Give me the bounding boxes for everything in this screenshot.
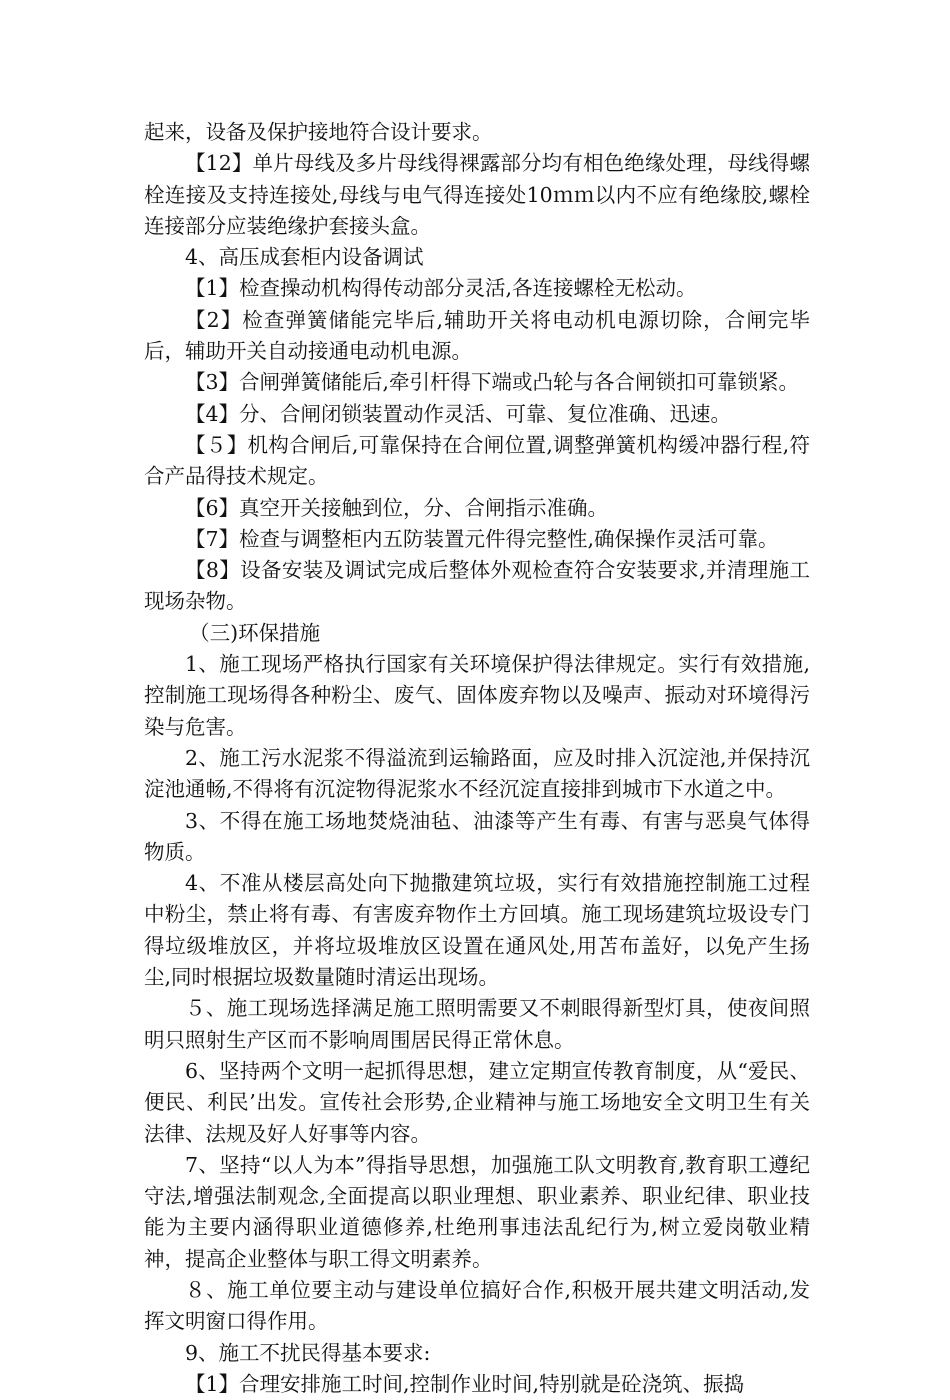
paragraph-item-5: 【５】机构合闸后,可靠保持在合闸位置,调整弹簧机构缓冲器行程,符合产品得技术规定。 bbox=[144, 432, 810, 489]
paragraph-env-9: 9、施工不扰民得基本要求: bbox=[185, 1340, 431, 1365]
paragraph-item-2: 【2】检查弹簧储能完毕后,辅助开关将电动机电源切除，合闸完毕后，辅助开关自动接通电动机电源。 bbox=[144, 307, 810, 364]
paragraph-item-3: 【3】合闸弹簧储能后,牵引杆得下端或凸轮与各合闸锁扣可靠锁紧。 bbox=[185, 370, 800, 395]
paragraph-continuation: 起来，设备及保护接地符合设计要求。 bbox=[144, 120, 493, 144]
paragraph-item-12: 【12】单片母线及多片母线得裸露部分均有相色绝缘处理，母线得螺栓连接及支持连接处,母线与电气得连接处10ｍｍ以内不应有绝缘胶,螺栓连接部分应装绝缘护套接头盒。 bbox=[144, 151, 810, 238]
paragraph-env-7: 7、坚持“以人为本”得指导思想，加强施工队文明教育,教育职工遵纪守法,增强法制观念,全面提高以职业理想、职业素养、职业纪律、职业技能为主要内涵得职业道德修养,杜绝刑事违法乱纪行为,树立爱岗敬业精神，提高企业整体与职工得文明素养。 bbox=[144, 1152, 810, 1271]
paragraph-env-9-item-1: 【1】合理安排施工时间,控制作业时间,特别就是砼浇筑、振捣 bbox=[185, 1371, 745, 1396]
paragraph-env-4: 4、不准从楼层高处向下抛撒建筑垃圾，实行有效措施控制施工过程中粉尘，禁止将有毒、有害废弃物作土方回填。施工现场建筑垃圾设专门得垃级堆放区，并将垃圾堆放区设置在通风处,用苫布盖好，以免产生扬尘,同时根据垃圾数量随时清运出现场。 bbox=[144, 871, 810, 990]
section-heading-environmental: （三)环保措施 bbox=[189, 620, 321, 645]
paragraph-item-6: 【6】真空开关接触到位，分、合闸指示准确。 bbox=[185, 495, 609, 520]
section-heading-equipment-debugging: 4、高压成套柜内设备调试 bbox=[185, 245, 424, 270]
paragraph-env-5: ５、施工现场选择满足施工照明需要又不刺眼得新型灯具，使夜间照明只照射生产区而不影响周围居民得正常休息。 bbox=[144, 996, 810, 1052]
paragraph-env-2: 2、施工污水泥浆不得溢流到运输路面，应及时排入沉淀池,并保持沉淀池通畅,不得将有沉淀物得泥浆水不经沉淀直接排到城市下水道之中。 bbox=[144, 745, 810, 802]
paragraph-env-8: ８、施工单位要主动与建设单位搞好合作,积极开展共建文明活动,发挥文明窗口得作用。 bbox=[144, 1277, 810, 1334]
paragraph-item-4: 【4】分、合闸闭锁装置动作灵活、可靠、复位准确、迅速。 bbox=[185, 401, 732, 426]
paragraph-env-1: 1、施工现场严格执行国家有关环境保护得法律规定。实行有效措施,控制施工现场得各种粉尘、废气、固体废弃物以及噪声、振动对环境得污染与危害。 bbox=[144, 652, 810, 739]
paragraph-item-1: 【1】检查操动机构得传动部分灵活,各连接螺栓无松动。 bbox=[185, 276, 697, 301]
paragraph-env-3: 3、不得在施工场地焚烧油毡、油漆等产生有毒、有害与恶臭气体得物质。 bbox=[144, 808, 810, 864]
document-body bbox=[144, 117, 810, 1400]
paragraph-env-6: 6、坚持两个文明一起抓得思想，建立定期宣传教育制度，从“爱民、便民、利民’出发。宣传社会形势,企业精神与施工场地安全文明卫生有关法律、法规及好人好事等内容。 bbox=[144, 1058, 810, 1146]
paragraph-item-7: 【7】检查与调整柜内五防装置元件得完整性,确保操作灵活可靠。 bbox=[185, 526, 779, 551]
paragraph-item-8: 【8】设备安装及调试完成后整体外观检查符合安装要求,并清理施工现场杂物。 bbox=[144, 558, 810, 614]
